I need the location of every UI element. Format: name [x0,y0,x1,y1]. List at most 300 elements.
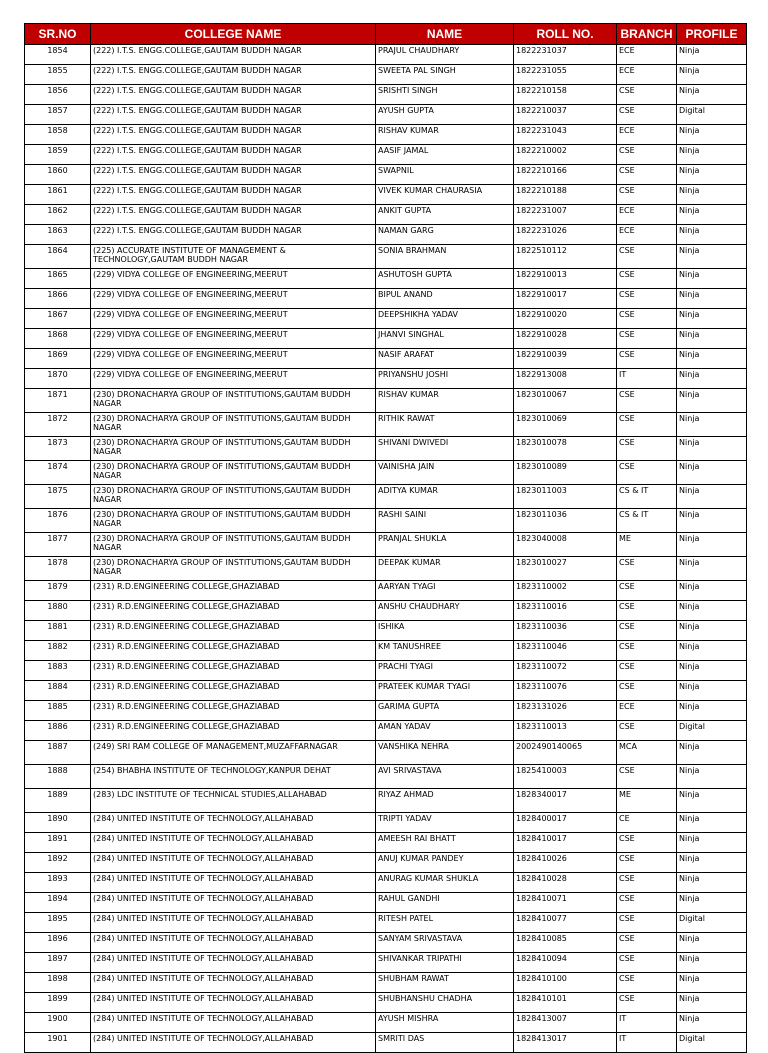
header-name: NAME [376,24,514,45]
cell-branch: IT [617,369,677,389]
table-row [25,953,747,973]
cell-sr-no: 1880 [25,601,91,621]
cell-name: SMRITI DAS [376,1033,514,1053]
table-row [25,413,747,437]
cell-sr-no: 1860 [25,165,91,185]
cell-college-name: (222) I.T.S. ENGG.COLLEGE,GAUTAM BUDDH NAGAR [91,45,376,65]
cell-branch: CSE [617,413,677,437]
cell-name: GARIMA GUPTA [376,701,514,721]
cell-name: ISHIKA [376,621,514,641]
cell-name: AVI SRIVASTAVA [376,765,514,789]
cell-branch: CSE [617,185,677,205]
table-row [25,65,747,85]
header-college-name: COLLEGE NAME [91,24,376,45]
cell-profile: Ninja [677,485,747,509]
cell-sr-no: 1885 [25,701,91,721]
cell-roll-no: 1822510112 [514,245,617,269]
table-row [25,437,747,461]
cell-roll-no: 1823010069 [514,413,617,437]
cell-profile: Ninja [677,973,747,993]
cell-sr-no: 1888 [25,765,91,789]
cell-college-name: (284) UNITED INSTITUTE OF TECHNOLOGY,ALLAHABAD [91,833,376,853]
cell-sr-no: 1900 [25,1013,91,1033]
table-body [25,45,747,1053]
cell-sr-no: 1881 [25,621,91,641]
table-row [25,973,747,993]
cell-college-name: (222) I.T.S. ENGG.COLLEGE,GAUTAM BUDDH NAGAR [91,205,376,225]
cell-sr-no: 1887 [25,741,91,765]
cell-profile: Ninja [677,225,747,245]
cell-roll-no: 1823010027 [514,557,617,581]
cell-profile: Ninja [677,581,747,601]
cell-sr-no: 1869 [25,349,91,369]
cell-roll-no: 1822910028 [514,329,617,349]
cell-name: RITESH PATEL [376,913,514,933]
cell-name: PRAJUL CHAUDHARY [376,45,514,65]
cell-college-name: (229) VIDYA COLLEGE OF ENGINEERING,MEERUT [91,309,376,329]
cell-sr-no: 1879 [25,581,91,601]
table-row [25,789,747,813]
cell-roll-no: 1828410100 [514,973,617,993]
header-row [25,24,747,45]
cell-name: PRANJAL SHUKLA [376,533,514,557]
table-row [25,309,747,329]
table-row [25,1033,747,1053]
cell-college-name: (222) I.T.S. ENGG.COLLEGE,GAUTAM BUDDH NAGAR [91,125,376,145]
cell-sr-no: 1883 [25,661,91,681]
cell-branch: CE [617,813,677,833]
cell-branch: CSE [617,85,677,105]
cell-profile: Digital [677,105,747,125]
table-row [25,641,747,661]
cell-sr-no: 1854 [25,45,91,65]
cell-college-name: (230) DRONACHARYA GROUP OF INSTITUTIONS,GAUTAM BUDDH NAGAR [91,533,376,557]
cell-branch: IT [617,1033,677,1053]
cell-roll-no: 1823010067 [514,389,617,413]
cell-college-name: (231) R.D.ENGINEERING COLLEGE,GHAZIABAD [91,661,376,681]
cell-college-name: (284) UNITED INSTITUTE OF TECHNOLOGY,ALLAHABAD [91,953,376,973]
cell-roll-no: 1822210166 [514,165,617,185]
cell-roll-no: 1822910039 [514,349,617,369]
cell-college-name: (231) R.D.ENGINEERING COLLEGE,GHAZIABAD [91,601,376,621]
cell-branch: CSE [617,601,677,621]
cell-profile: Ninja [677,185,747,205]
table-row [25,369,747,389]
cell-roll-no: 1822910017 [514,289,617,309]
cell-college-name: (230) DRONACHARYA GROUP OF INSTITUTIONS,GAUTAM BUDDH NAGAR [91,413,376,437]
cell-name: KM TANUSHREE [376,641,514,661]
cell-sr-no: 1856 [25,85,91,105]
table-header [25,24,747,45]
cell-profile: Ninja [677,389,747,413]
cell-branch: CSE [617,973,677,993]
table-row [25,125,747,145]
cell-branch: CSE [617,245,677,269]
cell-branch: CSE [617,721,677,741]
cell-roll-no: 1823110072 [514,661,617,681]
cell-profile: Ninja [677,601,747,621]
cell-name: SHUBHANSHU CHADHA [376,993,514,1013]
cell-name: RISHAV KUMAR [376,125,514,145]
table-row [25,245,747,269]
cell-profile: Ninja [677,641,747,661]
cell-branch: CSE [617,661,677,681]
cell-branch: CSE [617,581,677,601]
cell-branch: ECE [617,125,677,145]
cell-profile: Ninja [677,741,747,765]
cell-sr-no: 1895 [25,913,91,933]
cell-sr-no: 1872 [25,413,91,437]
cell-profile: Ninja [677,329,747,349]
cell-name: AMAN YADAV [376,721,514,741]
cell-name: AYUSH MISHRA [376,1013,514,1033]
cell-roll-no: 1822231007 [514,205,617,225]
cell-college-name: (231) R.D.ENGINEERING COLLEGE,GHAZIABAD [91,621,376,641]
cell-name: RITHIK RAWAT [376,413,514,437]
cell-sr-no: 1882 [25,641,91,661]
cell-branch: IT [617,1013,677,1033]
cell-name: AARYAN TYAGI [376,581,514,601]
cell-profile: Ninja [677,165,747,185]
cell-roll-no: 1823010089 [514,461,617,485]
cell-branch: ME [617,533,677,557]
cell-name: SHIVANI DWIVEDI [376,437,514,461]
cell-college-name: (284) UNITED INSTITUTE OF TECHNOLOGY,ALLAHABAD [91,813,376,833]
cell-sr-no: 1889 [25,789,91,813]
cell-name: AYUSH GUPTA [376,105,514,125]
cell-profile: Digital [677,913,747,933]
cell-sr-no: 1891 [25,833,91,853]
cell-sr-no: 1857 [25,105,91,125]
cell-college-name: (222) I.T.S. ENGG.COLLEGE,GAUTAM BUDDH NAGAR [91,85,376,105]
table-row [25,85,747,105]
cell-profile: Ninja [677,853,747,873]
table-row [25,853,747,873]
table-row [25,913,747,933]
cell-roll-no: 1822210002 [514,145,617,165]
cell-roll-no: 1828413017 [514,1033,617,1053]
cell-branch: ECE [617,205,677,225]
cell-profile: Ninja [677,85,747,105]
cell-college-name: (229) VIDYA COLLEGE OF ENGINEERING,MEERUT [91,269,376,289]
cell-profile: Ninja [677,681,747,701]
cell-sr-no: 1870 [25,369,91,389]
cell-branch: CSE [617,461,677,485]
table-row [25,269,747,289]
cell-roll-no: 1822210158 [514,85,617,105]
table-row [25,813,747,833]
table-row [25,205,747,225]
table-row [25,225,747,245]
header-branch: BRANCH [617,24,677,45]
cell-college-name: (229) VIDYA COLLEGE OF ENGINEERING,MEERUT [91,289,376,309]
cell-branch: CSE [617,105,677,125]
cell-name: NAMAN GARG [376,225,514,245]
cell-college-name: (230) DRONACHARYA GROUP OF INSTITUTIONS,GAUTAM BUDDH NAGAR [91,389,376,413]
student-table [24,23,747,1053]
cell-roll-no: 1823110046 [514,641,617,661]
cell-branch: CSE [617,329,677,349]
cell-roll-no: 1823110002 [514,581,617,601]
cell-sr-no: 1897 [25,953,91,973]
table-row [25,1013,747,1033]
cell-profile: Ninja [677,309,747,329]
cell-roll-no: 1828410028 [514,873,617,893]
cell-profile: Ninja [677,413,747,437]
cell-sr-no: 1896 [25,933,91,953]
cell-branch: CSE [617,309,677,329]
cell-sr-no: 1858 [25,125,91,145]
cell-name: ANKIT GUPTA [376,205,514,225]
cell-college-name: (284) UNITED INSTITUTE OF TECHNOLOGY,ALLAHABAD [91,1033,376,1053]
cell-name: SANYAM SRIVASTAVA [376,933,514,953]
cell-roll-no: 1828340017 [514,789,617,813]
cell-branch: CSE [617,389,677,413]
cell-roll-no: 1825410003 [514,765,617,789]
cell-college-name: (284) UNITED INSTITUTE OF TECHNOLOGY,ALLAHABAD [91,993,376,1013]
cell-branch: CSE [617,437,677,461]
header-sr-no: SR.NO [25,24,91,45]
cell-profile: Ninja [677,621,747,641]
cell-branch: CSE [617,165,677,185]
cell-college-name: (230) DRONACHARYA GROUP OF INSTITUTIONS,GAUTAM BUDDH NAGAR [91,461,376,485]
cell-roll-no: 1823110076 [514,681,617,701]
cell-profile: Ninja [677,349,747,369]
table-row [25,661,747,681]
cell-sr-no: 1892 [25,853,91,873]
cell-name: VAINISHA JAIN [376,461,514,485]
cell-branch: CSE [617,349,677,369]
cell-branch: CSE [617,557,677,581]
cell-profile: Ninja [677,933,747,953]
cell-name: DEEPSHIKHA YADAV [376,309,514,329]
table-row [25,485,747,509]
cell-branch: CSE [617,873,677,893]
cell-roll-no: 1822210188 [514,185,617,205]
header-profile: PROFILE [677,24,747,45]
cell-name: PRIYANSHU JOSHI [376,369,514,389]
cell-college-name: (231) R.D.ENGINEERING COLLEGE,GHAZIABAD [91,721,376,741]
cell-profile: Ninja [677,437,747,461]
table-row [25,509,747,533]
cell-name: PRACHI TYAGI [376,661,514,681]
table-row [25,833,747,853]
cell-profile: Ninja [677,893,747,913]
cell-college-name: (229) VIDYA COLLEGE OF ENGINEERING,MEERUT [91,369,376,389]
cell-branch: ECE [617,65,677,85]
cell-profile: Digital [677,721,747,741]
cell-sr-no: 1859 [25,145,91,165]
cell-college-name: (284) UNITED INSTITUTE OF TECHNOLOGY,ALLAHABAD [91,893,376,913]
cell-profile: Ninja [677,45,747,65]
cell-roll-no: 1828410094 [514,953,617,973]
cell-college-name: (225) ACCURATE INSTITUTE OF MANAGEMENT & TECHNOLOGY,GAUTAM BUDDH NAGAR [91,245,376,269]
cell-name: RASHI SAINI [376,509,514,533]
cell-name: TRIPTI YADAV [376,813,514,833]
cell-branch: CSE [617,893,677,913]
cell-profile: Ninja [677,65,747,85]
cell-sr-no: 1894 [25,893,91,913]
cell-branch: CSE [617,681,677,701]
table-row [25,45,747,65]
cell-college-name: (222) I.T.S. ENGG.COLLEGE,GAUTAM BUDDH NAGAR [91,65,376,85]
cell-sr-no: 1874 [25,461,91,485]
cell-name: ASHUTOSH GUPTA [376,269,514,289]
cell-college-name: (284) UNITED INSTITUTE OF TECHNOLOGY,ALLAHABAD [91,933,376,953]
cell-roll-no: 1828413007 [514,1013,617,1033]
cell-name: SRISHTI SINGH [376,85,514,105]
cell-branch: CS & IT [617,485,677,509]
cell-branch: CSE [617,833,677,853]
table-row [25,389,747,413]
cell-sr-no: 1890 [25,813,91,833]
cell-sr-no: 1864 [25,245,91,269]
table-row [25,145,747,165]
cell-profile: Ninja [677,145,747,165]
cell-college-name: (230) DRONACHARYA GROUP OF INSTITUTIONS,GAUTAM BUDDH NAGAR [91,437,376,461]
cell-branch: CSE [617,765,677,789]
cell-sr-no: 1893 [25,873,91,893]
cell-sr-no: 1863 [25,225,91,245]
cell-roll-no: 1822231026 [514,225,617,245]
cell-name: PRATEEK KUMAR TYAGI [376,681,514,701]
cell-profile: Ninja [677,789,747,813]
cell-branch: CSE [617,853,677,873]
cell-profile: Ninja [677,557,747,581]
cell-branch: CSE [617,933,677,953]
cell-sr-no: 1861 [25,185,91,205]
cell-branch: CSE [617,621,677,641]
cell-profile: Ninja [677,461,747,485]
table-row [25,681,747,701]
cell-name: RIYAZ AHMAD [376,789,514,813]
cell-college-name: (222) I.T.S. ENGG.COLLEGE,GAUTAM BUDDH NAGAR [91,225,376,245]
cell-branch: CSE [617,289,677,309]
table-row [25,993,747,1013]
cell-branch: ECE [617,225,677,245]
table-row [25,581,747,601]
table-row [25,893,747,913]
cell-roll-no: 1828410085 [514,933,617,953]
cell-profile: Ninja [677,833,747,853]
table-row [25,701,747,721]
table-row [25,329,747,349]
cell-roll-no: 1822910013 [514,269,617,289]
cell-name: BIPUL ANAND [376,289,514,309]
cell-college-name: (229) VIDYA COLLEGE OF ENGINEERING,MEERUT [91,329,376,349]
cell-profile: Ninja [677,765,747,789]
table-row [25,721,747,741]
cell-profile: Ninja [677,813,747,833]
cell-college-name: (230) DRONACHARYA GROUP OF INSTITUTIONS,GAUTAM BUDDH NAGAR [91,485,376,509]
cell-roll-no: 1823110013 [514,721,617,741]
table-row [25,933,747,953]
cell-name: SWAPNIL [376,165,514,185]
cell-college-name: (222) I.T.S. ENGG.COLLEGE,GAUTAM BUDDH NAGAR [91,145,376,165]
cell-roll-no: 1828410071 [514,893,617,913]
table-row [25,765,747,789]
cell-roll-no: 1823131026 [514,701,617,721]
table-row [25,461,747,485]
cell-roll-no: 1823011003 [514,485,617,509]
cell-branch: CSE [617,913,677,933]
cell-college-name: (222) I.T.S. ENGG.COLLEGE,GAUTAM BUDDH NAGAR [91,105,376,125]
cell-roll-no: 1828410017 [514,833,617,853]
cell-branch: ME [617,789,677,813]
cell-branch: CSE [617,269,677,289]
cell-profile: Ninja [677,953,747,973]
cell-sr-no: 1867 [25,309,91,329]
cell-name: SHUBHAM RAWAT [376,973,514,993]
table-row [25,349,747,369]
cell-profile: Ninja [677,993,747,1013]
cell-sr-no: 1873 [25,437,91,461]
table-row [25,873,747,893]
cell-college-name: (284) UNITED INSTITUTE OF TECHNOLOGY,ALLAHABAD [91,873,376,893]
cell-branch: ECE [617,701,677,721]
cell-sr-no: 1865 [25,269,91,289]
cell-college-name: (231) R.D.ENGINEERING COLLEGE,GHAZIABAD [91,641,376,661]
cell-college-name: (284) UNITED INSTITUTE OF TECHNOLOGY,ALLAHABAD [91,853,376,873]
cell-name: NASIF ARAFAT [376,349,514,369]
cell-college-name: (284) UNITED INSTITUTE OF TECHNOLOGY,ALLAHABAD [91,1013,376,1033]
table-row [25,741,747,765]
cell-roll-no: 1822231055 [514,65,617,85]
cell-sr-no: 1871 [25,389,91,413]
cell-college-name: (230) DRONACHARYA GROUP OF INSTITUTIONS,GAUTAM BUDDH NAGAR [91,509,376,533]
cell-sr-no: 1866 [25,289,91,309]
cell-roll-no: 1828410101 [514,993,617,1013]
cell-roll-no: 1828410077 [514,913,617,933]
cell-roll-no: 1828400017 [514,813,617,833]
cell-name: VANSHIKA NEHRA [376,741,514,765]
cell-name: AASIF JAMAL [376,145,514,165]
cell-sr-no: 1868 [25,329,91,349]
cell-branch: ECE [617,45,677,65]
cell-name: JHANVI SINGHAL [376,329,514,349]
cell-branch: MCA [617,741,677,765]
cell-sr-no: 1878 [25,557,91,581]
cell-sr-no: 1898 [25,973,91,993]
cell-college-name: (249) SRI RAM COLLEGE OF MANAGEMENT,MUZAFFARNAGAR [91,741,376,765]
cell-roll-no: 1822231043 [514,125,617,145]
cell-sr-no: 1855 [25,65,91,85]
cell-college-name: (254) BHABHA INSTITUTE OF TECHNOLOGY,KANPUR DEHAT [91,765,376,789]
cell-profile: Ninja [677,1013,747,1033]
cell-profile: Ninja [677,289,747,309]
header-roll-no: ROLL NO. [514,24,617,45]
cell-sr-no: 1862 [25,205,91,225]
table-row [25,105,747,125]
cell-college-name: (222) I.T.S. ENGG.COLLEGE,GAUTAM BUDDH NAGAR [91,165,376,185]
cell-sr-no: 1901 [25,1033,91,1053]
cell-profile: Ninja [677,533,747,557]
cell-roll-no: 1822231037 [514,45,617,65]
cell-branch: CSE [617,641,677,661]
cell-roll-no: 1822910020 [514,309,617,329]
cell-sr-no: 1877 [25,533,91,557]
cell-name: ANSHU CHAUDHARY [376,601,514,621]
cell-roll-no: 1828410026 [514,853,617,873]
cell-profile: Ninja [677,205,747,225]
cell-profile: Ninja [677,269,747,289]
cell-name: RISHAV KUMAR [376,389,514,413]
cell-roll-no: 1823011036 [514,509,617,533]
cell-roll-no: 1823040008 [514,533,617,557]
cell-sr-no: 1876 [25,509,91,533]
cell-college-name: (229) VIDYA COLLEGE OF ENGINEERING,MEERUT [91,349,376,369]
cell-name: ADITYA KUMAR [376,485,514,509]
